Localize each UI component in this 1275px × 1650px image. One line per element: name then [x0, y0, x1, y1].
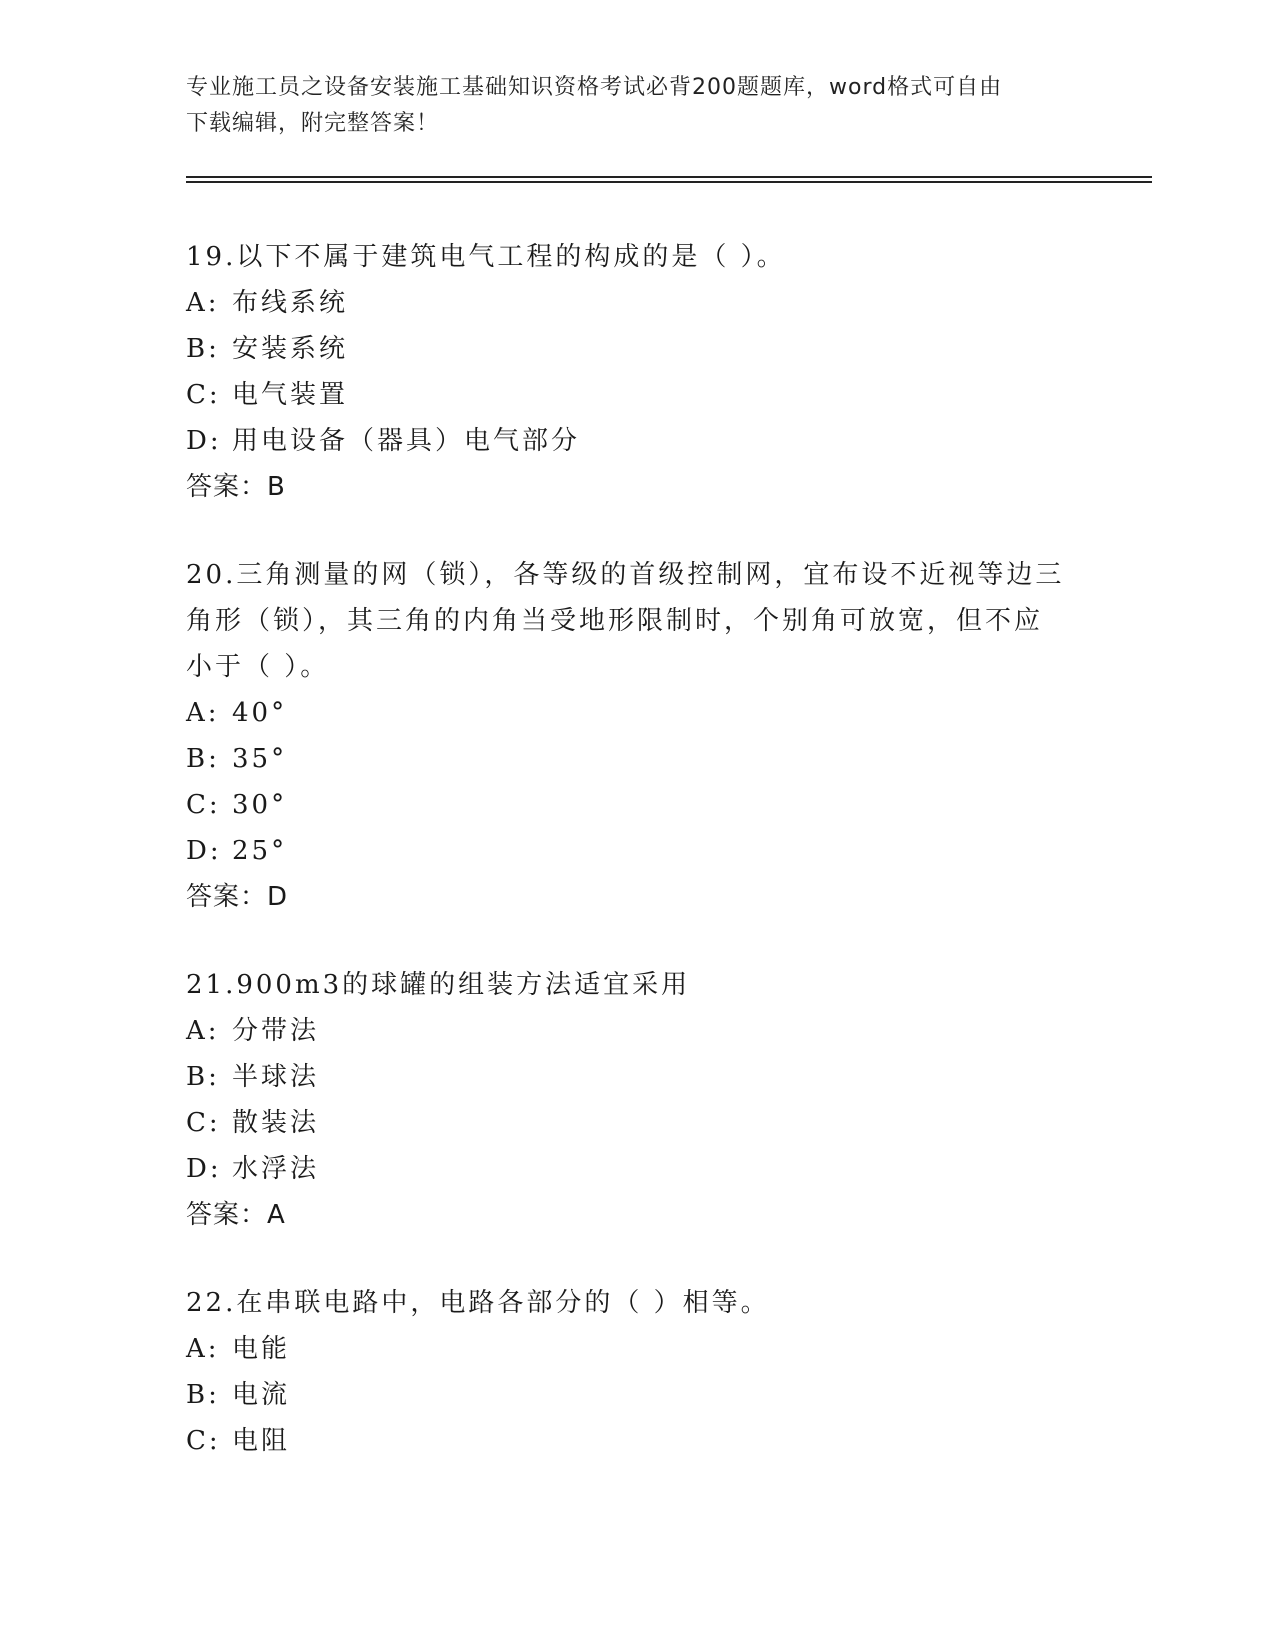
option-key: D: — [186, 426, 222, 456]
option-c — [186, 372, 1086, 418]
option-key: A: — [186, 698, 220, 728]
option-text: 安装系统 — [232, 334, 349, 364]
option-b — [186, 1054, 1086, 1100]
option-a — [186, 280, 1086, 326]
question-stem: 19.以下不属于建筑电气工程的构成的是（ ）。 — [186, 242, 786, 272]
option-key: B: — [186, 1062, 220, 1092]
option-d — [186, 828, 1086, 874]
option-text: 40° — [232, 698, 288, 728]
answer-line: 答案：D — [186, 882, 289, 912]
option-key: C: — [186, 1426, 221, 1456]
option-a — [186, 1008, 1086, 1054]
option-text: 25° — [232, 836, 288, 866]
question-20 — [186, 552, 1086, 920]
question-stem-line-2: 角形（锁），其三角的内角当受地形限制时，个别角可放宽，但不应 — [186, 606, 1044, 636]
question-21 — [186, 962, 1086, 1238]
option-b — [186, 326, 1086, 372]
option-text: 布线系统 — [232, 288, 349, 318]
option-c — [186, 1100, 1086, 1146]
option-c — [186, 1418, 1086, 1464]
option-key: C: — [186, 380, 221, 410]
question-stem-line-3: 小于（ ）。 — [186, 652, 330, 682]
header-divider-top — [186, 176, 1152, 178]
option-key: D: — [186, 836, 222, 866]
option-key: C: — [186, 1108, 221, 1138]
option-text: 电能 — [232, 1334, 291, 1364]
question-stem-line-1: 20.三角测量的网（锁），各等级的首级控制网，宜布设不近视等边三 — [186, 560, 1065, 590]
option-b — [186, 736, 1086, 782]
option-text: 用电设备（器具）电气部分 — [232, 426, 581, 456]
option-text: 半球法 — [232, 1062, 320, 1092]
answer-line: 答案：B — [186, 472, 286, 502]
option-text: 分带法 — [232, 1016, 320, 1046]
option-d — [186, 418, 1086, 464]
option-text: 散装法 — [232, 1108, 320, 1138]
option-a — [186, 1326, 1086, 1372]
question-stem: 21.900m3的球罐的组装方法适宜采用 — [186, 970, 691, 1000]
header-line-1: 专业施工员之设备安装施工基础知识资格考试必背200题题库，word格式可自由 — [186, 75, 1003, 100]
option-d — [186, 1146, 1086, 1192]
answer-line: 答案：A — [186, 1200, 286, 1230]
option-key: A: — [186, 288, 220, 318]
option-text: 35° — [232, 744, 288, 774]
option-text: 电气装置 — [232, 380, 349, 410]
option-key: D: — [186, 1154, 222, 1184]
option-text: 电阻 — [232, 1426, 291, 1456]
option-a — [186, 690, 1086, 736]
option-key: A: — [186, 1334, 220, 1364]
option-b — [186, 1372, 1086, 1418]
question-stem: 22.在串联电路中，电路各部分的（ ）相等。 — [186, 1288, 770, 1318]
option-text: 水浮法 — [232, 1154, 320, 1184]
header-line-2: 下载编辑，附完整答案！ — [186, 111, 440, 136]
option-key: C: — [186, 790, 221, 820]
option-c — [186, 782, 1086, 828]
header-divider-bottom — [186, 181, 1152, 183]
document-header — [186, 70, 1086, 142]
option-text: 30° — [232, 790, 288, 820]
question-22 — [186, 1280, 1086, 1464]
option-key: B: — [186, 744, 220, 774]
option-text: 电流 — [232, 1380, 291, 1410]
question-19 — [186, 234, 1086, 510]
option-key: B: — [186, 334, 220, 364]
option-key: B: — [186, 1380, 220, 1410]
option-key: A: — [186, 1016, 220, 1046]
